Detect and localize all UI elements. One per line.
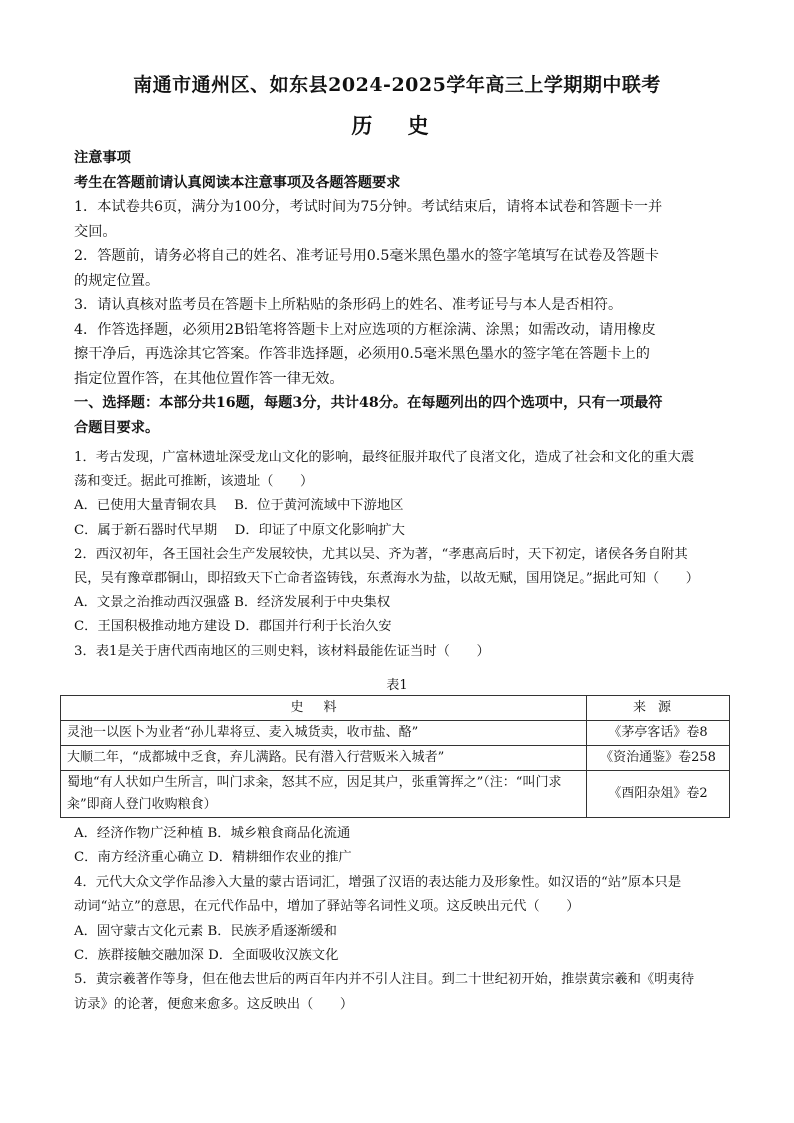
- q3-stem: 3．表1是关于唐代西南地区的三则史料，该材料最能佐证当时（ ）: [74, 643, 490, 659]
- table-row: [61, 721, 730, 746]
- q5-stem-line-2: 访录》的论著，便愈来愈多。这反映出（ ）: [74, 996, 354, 1012]
- section1-heading-line-1: 一、选择题：本部分共16题，每题3分，共计48分。在每题列出的四个选项中，只有一项最符: [74, 395, 663, 411]
- table-caption: 表1: [386, 678, 408, 693]
- table-row: [61, 746, 730, 771]
- q4-option-cd: C．族群接触交融加深 D．全面吸收汉族文化: [74, 948, 339, 964]
- subject-title: 历 史: [351, 113, 443, 138]
- exam-title: 南通市通州区、如东县2024-2025学年高三上学期期中联考: [133, 74, 661, 96]
- table-cell-text: 灵池一以医卜为业者“孙儿辈将豆、麦入城货卖，收市盐、酪”: [61, 721, 587, 746]
- q4-option-ab: A．固守蒙古文化元素 B．民族矛盾逐渐缓和: [74, 923, 337, 939]
- q5-stem-line-1: 5．黄宗羲著作等身，但在他去世后的两百年内并不引人注目。到二十世纪初开始，推崇黄宗羲和《明夷待: [74, 972, 695, 988]
- notice-item-4-line-1: 4．作答选择题，必须用2B铅笔将答题卡上对应选项的方框涂满、涂黑；如需改动，请用橡皮: [74, 321, 656, 338]
- q3-option-cd: C．南方经济重心确立 D．精耕细作农业的推广: [74, 850, 352, 866]
- q2-option-cd: C．王国积极推动地方建设 D．郡国并行利于长治久安: [74, 619, 392, 635]
- notice-item-1-line-2: 交回。: [74, 223, 117, 240]
- table-header-source-text: 史料: [61, 696, 587, 721]
- table-header-row: [61, 696, 730, 721]
- notice-item-1-line-1: 1．本试卷共6页，满分为100分，考试时间为75分钟。考试结束后，请将本试卷和答题卡一并: [74, 199, 663, 215]
- source-table: [60, 695, 730, 818]
- notice-item-2-line-2: 的规定位置。: [74, 272, 160, 289]
- q1-stem-line-1: 1．考古发现，广富林遗址深受龙山文化的影响，最终征服并取代了良渚文化，造成了社会和文化的重大震: [74, 450, 695, 465]
- q1-option-cd: C．属于新石器时代早期 D．印证了中原文化影响扩大: [74, 522, 405, 538]
- q4-stem-line-2: 动词“站立”的意思，在元代作品中，增加了驿站等名词性义项。这反映出元代（ ）: [74, 899, 580, 915]
- table-header-origin: 来源: [587, 696, 730, 721]
- notice-item-2-line-1: 2．答题前，请务必将自己的姓名、准考证号用0.5毫米黑色墨水的签字笔填写在试卷及答题卡: [74, 248, 659, 264]
- table-cell-source: 《资治通鉴》卷258: [587, 746, 730, 771]
- q2-option-ab: A．文景之治推动西汉强盛 B．经济发展利于中央集权: [74, 595, 391, 611]
- notice-item-4-line-3: 指定位置作答，在其他位置作答一律无效。: [74, 370, 344, 387]
- notice-item-3: 3．请认真核对监考员在答题卡上所粘贴的条形码上的姓名、准考证号与本人是否相符。: [74, 297, 623, 313]
- table-cell-source: 《酉阳杂俎》卷2: [587, 771, 730, 818]
- table-cell-text: 大顺二年，“成都城中乏食，弃儿满路。民有潜入行营贩米入城者”: [61, 746, 587, 771]
- section1-heading-line-2: 合题目要求。: [74, 419, 160, 436]
- questions-3-5: [74, 822, 724, 1017]
- notice-subheading: 考生在答题前请认真阅读本注意事项及各题答题要求: [74, 174, 401, 191]
- table-row: [61, 771, 730, 818]
- q1-stem-line-2: 荡和变迁。据此可推断，该遗址（ ）: [74, 474, 314, 490]
- q3-option-ab: A．经济作物广泛种植 B．城乡粮食商品化流通: [74, 826, 351, 841]
- notice-item-4-line-2: 擦干净后，再选涂其它答案。作答非选择题，必须用0.5毫米黑色墨水的签字笔在答题卡上的: [74, 346, 650, 362]
- notice-heading: 注意事项: [74, 150, 131, 166]
- q4-stem-line-1: 4．元代大众文学作品渗入大量的蒙古语词汇，增强了汉语的表达能力及形象性。如汉语的“站”原本只是: [74, 874, 682, 890]
- q2-stem-line-2: 民，吴有豫章郡铜山，即招致天下亡命者盗铸钱，东煮海水为盐，以故无赋，国用饶足。”据此可知（ ）: [74, 571, 700, 587]
- questions-1-3: [74, 446, 724, 664]
- q1-option-ab: A．已使用大量青铜农具 B．位于黄河流域中下游地区: [74, 498, 404, 514]
- notice-section: [74, 146, 724, 440]
- q2-stem-line-1: 2．西汉初年，各王国社会生产发展较快，尤其以吴、齐为著，“孝惠高后时，天下初定，诸侯各务自附其: [74, 546, 688, 562]
- table-cell-source: 《茅亭客话》卷8: [587, 721, 730, 746]
- table-cell-text: 蜀地“有人状如户生所言，叫门求籴，怒其不应，因足其户，张重箐挥之”（注：“叫门求籴”即商人登门收购粮食）: [61, 771, 587, 818]
